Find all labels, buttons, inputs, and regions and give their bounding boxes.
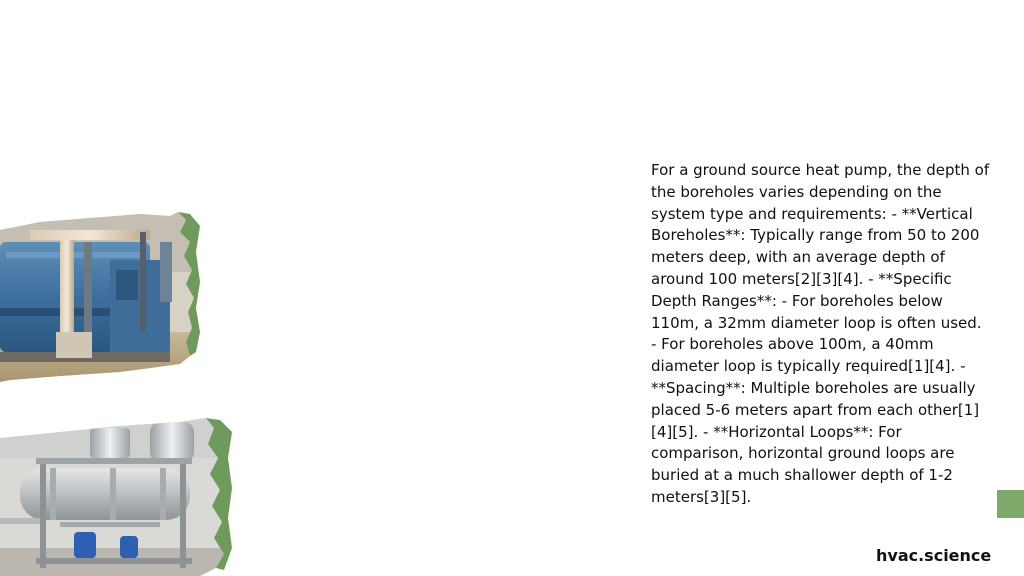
article-paragraph: For a ground source heat pump, the depth of the boreholes varies depending on the system type and requirements: - **Vertical Boreholes**: Typically range from 50 to 200 meters deep, with an average depth of around 100 meters[2][3][4]. - **Specific Depth Ranges**: - For boreholes below 110m, a 32mm diameter loop is often used. - For boreholes above 100m, a 40mm diameter loop is typically required[1][4]. - **Spacing**: Multiple boreholes are usually placed 5-6 meters apart from each other[1][4][5]. - **Horizontal Loops**: For comparison, horizontal ground loops are buried at a much shallower depth of 1-2 meters[3][5]. [651, 161, 990, 506]
hvac-equipment-photo-bottom [0, 418, 232, 576]
accent-block [997, 490, 1024, 518]
hvac-equipment-photo-top [0, 212, 200, 382]
brand-logo-text: hvac.science [876, 546, 992, 565]
